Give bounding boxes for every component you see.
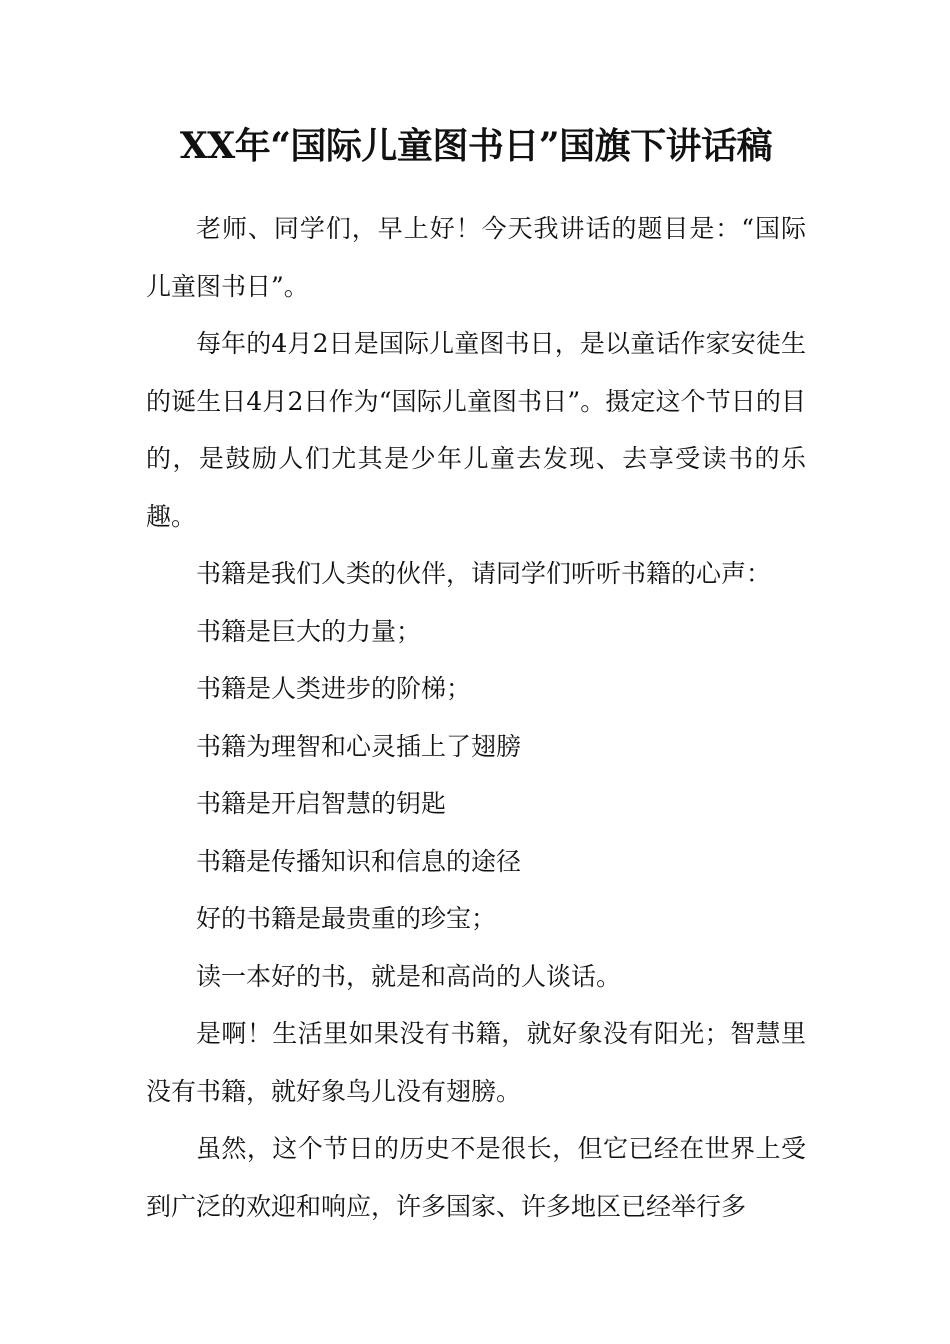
paragraph-book-day-intro: 每年的4月2日是国际儿童图书日，是以童话作家安徒生的诞生日4月2日作为“国际儿童图书日”。摄定这个节日的目的，是鼓励人们尤其是少年儿童去发现、去享受读书的乐趣。 [146,329,806,531]
document-body [146,116,806,1235]
speech-text [146,200,806,1235]
document-title: XX年“国际儿童图书日”国旗下讲话稿 [179,125,773,167]
line-books-key: 书籍是开启智慧的钥匙 [196,789,447,818]
paragraph-festival-history: 虽然，这个节日的历史不是很长，但它已经在世界上受到广泛的欢迎和响应，许多国家、许多地区已经举行多 [146,1134,806,1221]
paragraph-life-without-books: 是啊！生活里如果没有书籍，就好象没有阳光；智慧里没有书籍，就好象鸟儿没有翅膀。 [146,1019,806,1106]
line-books-conversation: 读一本好的书，就是和高尚的人谈话。 [196,961,622,991]
line-books-knowledge: 书籍是传播知识和信息的途径 [196,846,522,876]
line-books-wings: 书籍为理智和心灵插上了翅膀 [196,731,522,761]
line-books-ladder: 书籍是人类进步的阶梯； [196,674,472,703]
line-books-power: 书籍是巨大的力量； [196,616,422,646]
paragraph-books-voice: 书籍是我们人类的伙伴，请同学们听听书籍的心声： [196,559,772,588]
paragraph-greeting: 老师、同学们，早上好！今天我讲话的题目是：“国际儿童图书日”。 [146,214,806,301]
line-books-treasure: 好的书籍是最贵重的珍宝； [196,904,497,933]
